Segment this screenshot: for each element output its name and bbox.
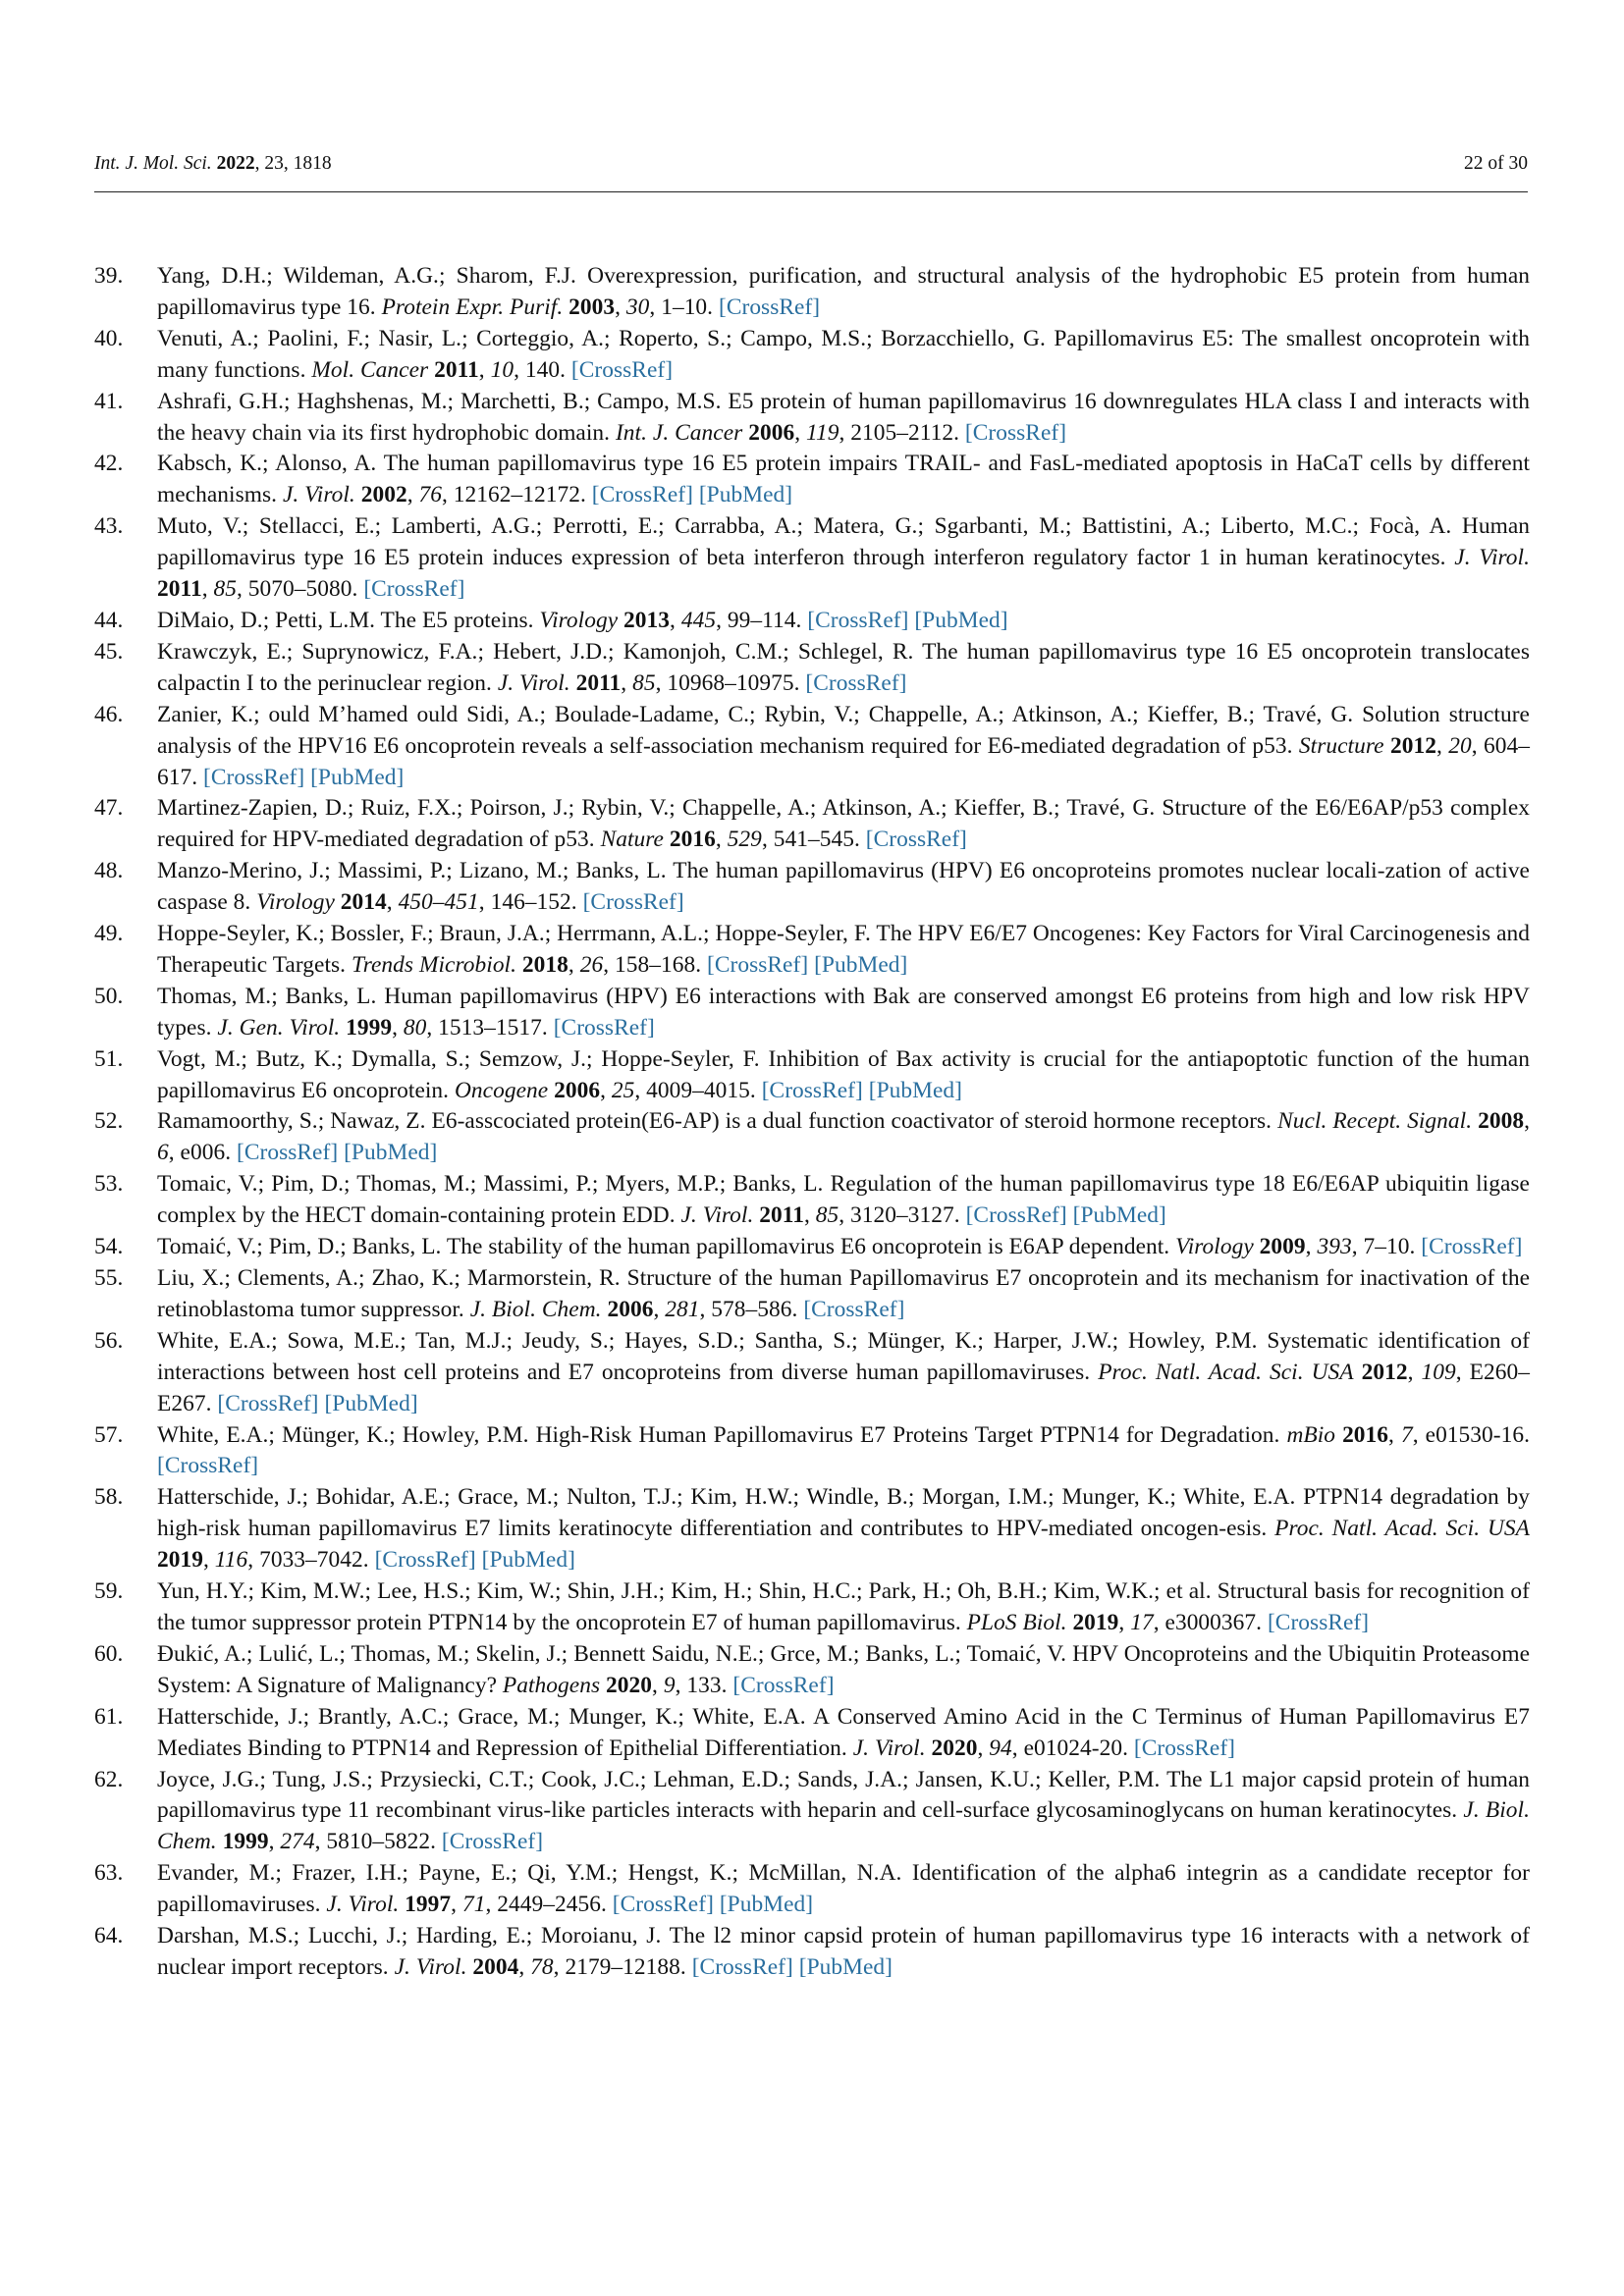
reference-item xyxy=(94,919,1530,982)
journal-title: 80 xyxy=(403,1014,427,1041)
reference-text: , xyxy=(653,1296,666,1322)
publication-year: 2012 xyxy=(1389,732,1436,759)
journal-title: 6 xyxy=(157,1140,169,1166)
crossref-link[interactable]: [CrossRef] xyxy=(707,951,809,978)
reference-text: , 133. xyxy=(675,1672,733,1698)
journal-title: Nucl. Recept. Signal. xyxy=(1277,1108,1473,1135)
journal-title: Int. J. Cancer xyxy=(615,419,743,446)
reference-text: , xyxy=(406,482,419,508)
journal-title: 281 xyxy=(665,1296,700,1322)
publication-year: 2019 xyxy=(1072,1609,1119,1635)
reference-text: , 158–168. xyxy=(603,951,708,978)
reference-text: , 7–10. xyxy=(1351,1234,1422,1260)
reference-text: , xyxy=(1407,1359,1422,1385)
pubmed-link[interactable]: [PubMed] xyxy=(914,607,1008,633)
reference-text: , xyxy=(977,1735,990,1761)
reference-text xyxy=(1335,1422,1342,1448)
crossref-link[interactable]: [CrossRef] xyxy=(965,1202,1067,1229)
journal-title: Mol. Cancer xyxy=(311,356,429,383)
reference-text: , 578–586. xyxy=(699,1296,804,1322)
crossref-link[interactable]: [CrossRef] xyxy=(761,1077,863,1103)
pubmed-link[interactable]: [PubMed] xyxy=(344,1140,438,1166)
reference-number: 39. xyxy=(94,263,124,289)
journal-title: Nature xyxy=(600,827,664,853)
reference-text: Tomaic, V.; Pim, D.; Thomas, M.; Massimi, P.; Myers, M.P.; Banks, L. Regulation of the human papillomavirus type 18 E6/E6AP ubiquitin ligase complex by the HECT domain-containing protein EDD. xyxy=(157,1171,1530,1229)
reference-item xyxy=(94,1263,1530,1326)
pubmed-link[interactable]: [PubMed] xyxy=(719,1892,814,1918)
reference-text: , xyxy=(803,1202,816,1229)
journal-title: 9 xyxy=(663,1672,676,1698)
reference-text: , xyxy=(518,1953,531,1980)
reference-text: Venuti, A.; Paolini, F.; Nasir, L.; Corteggio, A.; Roperto, S.; Campo, M.S.; Borzacchiello, G. Papillomavirus E5: The smallest oncoprotein with many functions. xyxy=(157,325,1530,383)
reference-item xyxy=(94,700,1530,794)
publication-year: 2008 xyxy=(1478,1108,1525,1135)
reference-text: DiMaio, D.; Petti, L.M. The E5 proteins. xyxy=(157,607,540,633)
reference-text: , xyxy=(670,607,681,633)
reference-number: 45. xyxy=(94,638,124,665)
publication-year: 2011 xyxy=(157,576,202,603)
journal-title: 76 xyxy=(418,482,442,508)
journal-title: Proc. Natl. Acad. Sci. USA xyxy=(1274,1516,1530,1542)
reference-text: , xyxy=(1524,1108,1530,1135)
journal-title: J. Virol. xyxy=(1454,545,1530,571)
reference-text: Yun, H.Y.; Kim, M.W.; Lee, H.S.; Kim, W.; Shin, J.H.; Kim, H.; Shin, H.C.; Park, H.; Oh, B.H.; Kim, W.K.; et al. Structural basis for recognition of the tumor suppressor protein PTPN14 by the oncoprotein E7 of human papillomavirus. xyxy=(157,1578,1530,1635)
journal-title: 17 xyxy=(1130,1609,1154,1635)
crossref-link[interactable]: [CrossRef] xyxy=(805,669,907,696)
journal-volume-pages: , 23, 1818 xyxy=(254,153,332,174)
journal-title: J. Virol. xyxy=(852,1735,926,1761)
publication-year: 2020 xyxy=(931,1735,978,1761)
reference-text: , xyxy=(621,669,633,696)
reference-text: Evander, M.; Frazer, I.H.; Payne, E.; Qi, Y.M.; Hengst, K.; McMillan, N.A. Identification of the alpha6 integrin as a candidate receptor for papillomaviruses. xyxy=(157,1860,1530,1918)
crossref-link[interactable]: [CrossRef] xyxy=(612,1892,714,1918)
journal-title: mBio xyxy=(1286,1421,1336,1448)
journal-title: J. Gen. Virol. xyxy=(217,1014,341,1041)
reference-item xyxy=(94,1702,1530,1765)
reference-item xyxy=(94,606,1530,637)
publication-year: 2019 xyxy=(157,1547,203,1574)
reference-text: , e01530-16. xyxy=(1412,1421,1531,1448)
reference-text: , xyxy=(615,294,626,320)
reference-text: Krawczyk, E.; Suprynowicz, F.A.; Hebert, J.D.; Kamonjoh, C.M.; Schlegel, R. The human papillomavirus type 16 E5 oncoprotein translocates calpactin I to the perinuclear region. xyxy=(157,638,1530,696)
journal-title: Virology xyxy=(539,607,619,633)
journal-title: 529 xyxy=(727,827,762,853)
reference-number: 40. xyxy=(94,325,124,351)
journal-title: Structure xyxy=(1298,732,1384,759)
crossref-link[interactable]: [CrossRef] xyxy=(441,1829,544,1855)
publication-year: 1999 xyxy=(346,1014,393,1041)
header-divider xyxy=(94,191,1528,192)
reference-text: , 4009–4015. xyxy=(634,1077,762,1103)
reference-text: Hatterschide, J.; Brantly, A.C.; Grace, M.; Munger, K.; White, E.A. A Conserved Amino Acid in the C Terminus of Human Papillomavirus E7 Mediates Binding to PTPN14 and Repression of Epithelial Differentiation. xyxy=(157,1703,1530,1761)
journal-title: 7 xyxy=(1400,1421,1413,1448)
reference-text: , e006. xyxy=(168,1140,238,1166)
reference-text: , 2105–2112. xyxy=(839,419,965,446)
reference-text: , 1–10. xyxy=(649,294,719,320)
publication-year: 1997 xyxy=(405,1892,452,1918)
publication-year: 2006 xyxy=(607,1296,654,1322)
journal-title: 78 xyxy=(530,1953,554,1980)
journal-title: Trends Microbiol. xyxy=(351,951,517,978)
page-indicator: 22 of 30 xyxy=(1464,153,1528,174)
publication-year: 2011 xyxy=(759,1202,804,1229)
crossref-link[interactable]: [CrossRef] xyxy=(1267,1609,1370,1635)
reference-text: White, E.A.; Sowa, M.E.; Tan, M.J.; Jeudy, S.; Hayes, S.D.; Santha, S.; Münger, K.; Harper, J.W.; Howley, P.M. Systematic identification of interactions between host cell proteins and E7 oncoproteins from diverse human papillomaviruses. xyxy=(157,1327,1530,1385)
journal-citation xyxy=(94,153,332,175)
reference-text: , 12162–12172. xyxy=(441,482,592,508)
reference-text: Ashrafi, G.H.; Haghshenas, M.; Marchetti, B.; Campo, M.S. E5 protein of human papillomavirus 16 downregulates HLA class I and interacts with the heavy chain via its first hydrophobic domain. xyxy=(157,388,1530,446)
journal-year: 2022 xyxy=(216,153,255,174)
journal-title: 445 xyxy=(680,607,717,633)
reference-text: Martinez-Zapien, D.; Ruiz, F.X.; Poirson, J.; Rybin, V.; Chappelle, A.; Atkinson, A.; Kieffer, B.; Travé, G. Structure of the E6/E6AP/p53 complex required for HPV-mediated degradation of p53. xyxy=(157,795,1530,853)
reference-item xyxy=(94,1326,1530,1420)
reference-text: , E260–E267. xyxy=(157,1359,1530,1416)
reference-number: 53. xyxy=(94,1171,124,1198)
reference-text: Manzo-Merino, J.; Massimi, P.; Lizano, M.; Banks, L. The human papillomavirus (HPV) E6 oncoproteins promotes nuclear locali-zation of active caspase 8. xyxy=(157,858,1530,916)
publication-year: 2006 xyxy=(748,419,795,446)
journal-title: Proc. Natl. Acad. Sci. USA xyxy=(1098,1359,1354,1385)
journal-title: Oncogene xyxy=(454,1077,549,1103)
reference-item xyxy=(94,449,1530,511)
journal-title: 94 xyxy=(989,1735,1012,1761)
reference-item xyxy=(94,1044,1530,1107)
reference-number: 41. xyxy=(94,388,124,414)
reference-number: 49. xyxy=(94,921,124,947)
reference-text: , xyxy=(451,1892,462,1918)
reference-item xyxy=(94,1482,1530,1576)
publication-year: 2016 xyxy=(1342,1421,1389,1448)
publication-year: 2006 xyxy=(554,1077,601,1103)
reference-item xyxy=(94,982,1530,1044)
reference-text: Hatterschide, J.; Bohidar, A.E.; Grace, M.; Nulton, T.J.; Kim, H.W.; Windle, B.; Morgan, I.M.; Munger, K.; White, E.A. PTPN14 degradation by high-risk human papillomavirus E7 limits keratinocyte differentiation and contributes to HPV-mediated oncogen-esis. xyxy=(157,1484,1530,1542)
reference-text: , xyxy=(202,1547,215,1574)
reference-number: 56. xyxy=(94,1327,124,1354)
reference-number: 57. xyxy=(94,1421,124,1448)
reference-item xyxy=(94,261,1530,324)
publication-year: 2002 xyxy=(360,482,407,508)
journal-title: 10 xyxy=(490,356,514,383)
journal-title: J. Biol. Chem. xyxy=(469,1296,602,1322)
reference-number: 51. xyxy=(94,1045,124,1072)
reference-text: , xyxy=(478,356,491,383)
reference-number: 52. xyxy=(94,1108,124,1135)
journal-title: 20 xyxy=(1448,732,1472,759)
reference-item xyxy=(94,387,1530,450)
reference-item xyxy=(94,511,1530,606)
reference-text: , e01024-20. xyxy=(1011,1735,1134,1761)
journal-title: 26 xyxy=(579,951,604,978)
reference-text: , xyxy=(715,827,728,853)
reference-item xyxy=(94,1106,1530,1169)
journal-title: J. Virol. xyxy=(326,1892,400,1918)
publication-year: 2013 xyxy=(623,607,671,633)
reference-text: , 604–617. xyxy=(157,732,1531,790)
reference-text: , 2449–2456. xyxy=(485,1892,613,1918)
reference-text: , xyxy=(1305,1234,1318,1260)
reference-text: , xyxy=(794,419,806,446)
journal-title: 30 xyxy=(625,294,650,320)
publication-year: 2020 xyxy=(606,1672,653,1698)
reference-number: 55. xyxy=(94,1265,124,1291)
journal-title: J. Virol. xyxy=(282,482,355,508)
journal-title: 274 xyxy=(280,1829,315,1855)
publication-year: 2011 xyxy=(434,356,479,383)
journal-title: 109 xyxy=(1421,1359,1456,1385)
reference-text: Joyce, J.G.; Tung, J.S.; Przysiecki, C.T.; Cook, J.C.; Lehman, E.D.; Sands, J.A.; Jansen, K.U.; Keller, P.M. The L1 major capsid protein of human papillomavirus type 11 recombinant virus-like particles interacts with heparin and cell-surface glycosaminoglycans on human keratinocytes. xyxy=(157,1766,1530,1824)
reference-text xyxy=(1354,1360,1362,1385)
crossref-link[interactable]: [CrossRef] xyxy=(691,1953,793,1980)
reference-item xyxy=(94,1420,1530,1483)
pubmed-link[interactable]: [PubMed] xyxy=(698,482,793,508)
reference-item xyxy=(94,856,1530,919)
reference-text: , 140. xyxy=(514,356,571,383)
reference-text: , xyxy=(1435,732,1449,759)
publication-year: 2016 xyxy=(669,827,716,853)
pubmed-link[interactable]: [PubMed] xyxy=(310,764,405,790)
journal-title: J. Virol. xyxy=(497,669,570,696)
publication-year: 2003 xyxy=(568,294,616,320)
reference-text: , 99–114. xyxy=(716,607,808,633)
reference-text: , xyxy=(600,1077,612,1103)
crossref-link[interactable]: [CrossRef] xyxy=(374,1547,476,1574)
reference-text: , xyxy=(568,951,580,978)
publication-year: 2014 xyxy=(340,889,387,916)
reference-text: Liu, X.; Clements, A.; Zhao, K.; Marmorstein, R. Structure of the human Papillomavirus E7 oncoprotein and its mechanism for inactivation of the retinoblastoma tumor suppressor. xyxy=(157,1265,1530,1322)
publication-year: 2018 xyxy=(521,951,568,978)
crossref-link[interactable]: [CrossRef] xyxy=(1133,1735,1236,1761)
crossref-link[interactable]: [CrossRef] xyxy=(718,294,821,320)
crossref-link[interactable]: [CrossRef] xyxy=(157,1453,259,1479)
journal-title: 85 xyxy=(213,576,237,603)
reference-number: 61. xyxy=(94,1703,124,1730)
reference-text: , 541–545. xyxy=(761,827,866,853)
publication-year: 2011 xyxy=(575,669,622,696)
reference-text: , 5070–5080. xyxy=(237,576,364,603)
reference-text: , xyxy=(1118,1609,1131,1635)
reference-item xyxy=(94,1169,1530,1232)
reference-item xyxy=(94,1232,1530,1263)
crossref-link[interactable]: [CrossRef] xyxy=(553,1014,655,1041)
publication-year: 2012 xyxy=(1361,1359,1408,1385)
reference-text: Zanier, K.; ould M’hamed ould Sidi, A.; Boulade-Ladame, C.; Rybin, V.; Chappelle, A.; Atkinson, A.; Kieffer, B.; Travé, G. Solution structure analysis of the HPV16 E6 oncoprotein reveals a self-association mechanism required for E6-mediated degradation of p53. xyxy=(157,701,1530,759)
reference-text: Hoppe-Seyler, K.; Bossler, F.; Braun, J.A.; Herrmann, A.L.; Hoppe-Seyler, F. The HPV E6/E7 Oncogenes: Key Factors for Viral Carcinogenesis and Therapeutic Targets. xyxy=(157,921,1530,978)
journal-title: 116 xyxy=(214,1547,248,1574)
journal-title: 85 xyxy=(632,669,656,696)
reference-text: , 3120–3127. xyxy=(839,1202,966,1229)
pubmed-link[interactable]: [PubMed] xyxy=(481,1547,575,1574)
publication-year: 2009 xyxy=(1259,1234,1306,1260)
reference-text: Yang, D.H.; Wildeman, A.G.; Sharom, F.J. Overexpression, purification, and structural analysis of the hydrophobic E5 protein from human papillomavirus type 16. xyxy=(157,263,1530,320)
crossref-link[interactable]: [CrossRef] xyxy=(591,482,693,508)
reference-list xyxy=(94,261,1530,1984)
reference-number: 63. xyxy=(94,1860,124,1887)
reference-text: Tomaić, V.; Pim, D.; Banks, L. The stability of the human papillomavirus E6 oncoprotein is E6AP dependent. xyxy=(157,1234,1176,1260)
reference-item xyxy=(94,1576,1530,1639)
reference-number: 62. xyxy=(94,1766,124,1792)
reference-number: 47. xyxy=(94,795,124,822)
crossref-link[interactable]: [CrossRef] xyxy=(570,356,674,383)
pubmed-link[interactable]: [PubMed] xyxy=(324,1390,418,1416)
crossref-link[interactable]: [CrossRef] xyxy=(1421,1234,1523,1260)
journal-title: 71 xyxy=(461,1892,486,1918)
reference-item xyxy=(94,637,1530,700)
crossref-link[interactable]: [CrossRef] xyxy=(732,1672,835,1698)
reference-number: 43. xyxy=(94,513,124,540)
reference-text: , 2179–12188. xyxy=(553,1953,692,1980)
reference-text: , 146–152. xyxy=(478,889,583,916)
pubmed-link[interactable]: [PubMed] xyxy=(868,1077,963,1103)
reference-number: 60. xyxy=(94,1640,124,1667)
reference-text: Vogt, M.; Butz, K.; Dymalla, S.; Semzow, J.; Hoppe-Seyler, F. Inhibition of Bax activity is crucial for the antiapoptotic function of the human papillomavirus E6 oncoprotein. xyxy=(157,1045,1530,1103)
reference-text: , xyxy=(392,1014,404,1041)
reference-text: , 10968–10975. xyxy=(655,669,806,696)
journal-title: 85 xyxy=(815,1202,839,1229)
crossref-link[interactable]: [CrossRef] xyxy=(237,1140,339,1166)
reference-text: Kabsch, K.; Alonso, A. The human papillomavirus type 16 E5 protein impairs TRAIL- and FasL-mediated apoptosis in HaCaT cells by different mechanisms. xyxy=(157,451,1530,508)
journal-title: J. Biol. Chem. xyxy=(157,1797,1530,1855)
reference-item xyxy=(94,1858,1530,1921)
reference-number: 59. xyxy=(94,1578,124,1605)
journal-title: J. Virol. xyxy=(680,1202,754,1229)
crossref-link[interactable]: [CrossRef] xyxy=(217,1390,319,1416)
reference-text: Đukić, A.; Lulić, L.; Thomas, M.; Skelin, J.; Bennett Saidu, N.E.; Grce, M.; Banks, L.; Tomaić, V. HPV Oncoproteins and the Ubiquitin Proteasome System: A Signature of Malignancy? xyxy=(157,1640,1530,1698)
journal-title: PLoS Biol. xyxy=(966,1609,1067,1635)
reference-text: , xyxy=(201,576,214,603)
reference-number: 44. xyxy=(94,607,124,633)
reference-number: 48. xyxy=(94,858,124,884)
reference-text: Muto, V.; Stellacci, E.; Lamberti, A.G.; Perrotti, E.; Carrabba, A.; Matera, G.; Sgarbanti, M.; Battistini, A.; Liberto, M.C.; Focà, A. Human papillomavirus type 16 E5 protein induces expression of beta interferon through interferon regulatory factor 1 in human keratinocytes. xyxy=(157,513,1530,571)
crossref-link[interactable]: [CrossRef] xyxy=(807,607,909,633)
reference-number: 54. xyxy=(94,1234,124,1260)
reference-text: , xyxy=(652,1672,664,1698)
reference-number: 58. xyxy=(94,1484,124,1511)
journal-title: 119 xyxy=(805,419,839,446)
reference-text: , xyxy=(1388,1421,1401,1448)
pubmed-link[interactable]: [PubMed] xyxy=(1072,1202,1166,1229)
reference-number: 64. xyxy=(94,1923,124,1949)
crossref-link[interactable]: [CrossRef] xyxy=(203,764,305,790)
pubmed-link[interactable]: [PubMed] xyxy=(798,1953,893,1980)
journal-name: Int. J. Mol. Sci. xyxy=(94,153,212,174)
reference-text: Ramamoorthy, S.; Nawaz, Z. E6-asscociated protein(E6-AP) is a dual function coactivator of steroid hormone receptors. xyxy=(157,1108,1278,1135)
pubmed-link[interactable]: [PubMed] xyxy=(814,951,908,978)
running-header xyxy=(94,149,1528,179)
journal-title: Virology xyxy=(256,889,335,916)
reference-item xyxy=(94,793,1530,856)
reference-text: , 5810–5822. xyxy=(314,1829,442,1855)
reference-text: , xyxy=(386,889,399,916)
journal-title: Virology xyxy=(1175,1234,1254,1260)
crossref-link[interactable]: [CrossRef] xyxy=(865,827,967,853)
journal-title: 450–451 xyxy=(398,889,479,916)
crossref-link[interactable]: [CrossRef] xyxy=(363,576,465,603)
reference-number: 46. xyxy=(94,701,124,727)
reference-item xyxy=(94,324,1530,387)
reference-number: 42. xyxy=(94,451,124,477)
reference-number: 50. xyxy=(94,983,124,1009)
crossref-link[interactable]: [CrossRef] xyxy=(803,1296,905,1322)
journal-title: Protein Expr. Purif. xyxy=(381,294,564,320)
reference-item xyxy=(94,1639,1530,1702)
journal-title: 393 xyxy=(1317,1234,1352,1260)
crossref-link[interactable]: [CrossRef] xyxy=(964,419,1067,446)
crossref-link[interactable]: [CrossRef] xyxy=(582,889,684,916)
reference-text: , 1513–1517. xyxy=(426,1014,554,1041)
journal-title: J. Virol. xyxy=(394,1953,467,1980)
reference-text: Thomas, M.; Banks, L. Human papillomavirus (HPV) E6 interactions with Bak are conserved amongst E6 proteins from high and low risk HPV types. xyxy=(157,983,1530,1041)
reference-text: , e3000367. xyxy=(1153,1609,1268,1635)
reference-text: Darshan, M.S.; Lucchi, J.; Harding, E.; Moroianu, J. The l2 minor capsid protein of human papillomavirus type 16 interacts with a network of nuclear import receptors. xyxy=(157,1923,1530,1980)
reference-text: White, E.A.; Münger, K.; Howley, P.M. High-Risk Human Papillomavirus E7 Proteins Target PTPN14 for Degradation. xyxy=(157,1421,1287,1448)
journal-title: Pathogens xyxy=(502,1672,601,1698)
journal-title: 25 xyxy=(611,1077,635,1103)
reference-item xyxy=(94,1765,1530,1859)
publication-year: 1999 xyxy=(222,1829,269,1855)
publication-year: 2004 xyxy=(472,1953,519,1980)
reference-text: , xyxy=(268,1829,281,1855)
reference-item xyxy=(94,1921,1530,1984)
reference-text: , 7033–7042. xyxy=(247,1547,375,1574)
